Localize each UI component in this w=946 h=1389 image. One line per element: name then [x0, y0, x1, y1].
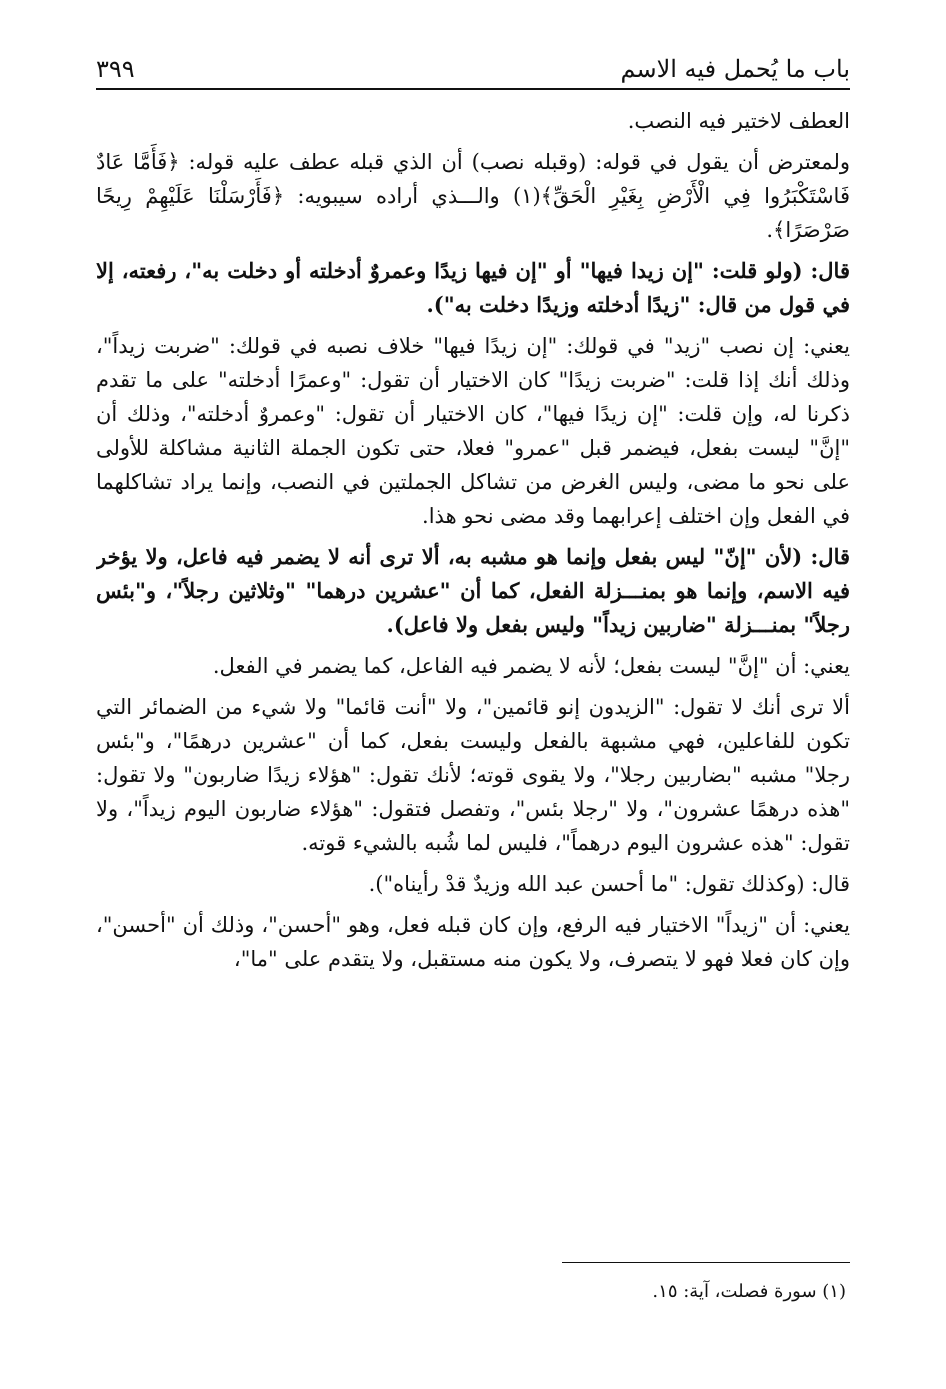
paragraph-1: العطف لاختير فيه النصب. [627, 109, 850, 133]
page-header [96, 40, 850, 84]
paragraph-8-quote: قال: (وكذلك تقول: "ما أحسن عبد الله وزيدٌ قدْ رأيناه"). [368, 872, 850, 896]
paragraph-3-quote: قال: (ولو قلت: "إن زيدا فيها" أو "إن فيها زيدًا وعمروٌ أدخلته أو دخلت به"، رفعته، إلا في قول من قال: "زيدًا أدخلته وزيدًا دخلت به"). [96, 258, 850, 317]
paragraph-5-quote: قال: (لأن "إنّ" ليس بفعل وإنما هو مشبه به، ألا ترى أنه لا يضمر فيه فاعل، ولا يؤخر فيه الاسم، وإنما هو بمنـــزلة الفعل، كما أن "عشرين درهما" "وثلاثين رجلاً"، و"بئس رجلاً" بمنـــزلة "ضاربين زيداً" وليس بفعل ولا فاعل). [96, 544, 850, 637]
body-text [96, 104, 850, 1224]
footnote-rule [562, 1262, 850, 1263]
header-rule [96, 88, 850, 90]
paragraph-6: يعني: أن "إنَّ" ليست بفعل؛ لأنه لا يضمر فيه الفاعل، كما يضمر في الفعل. [212, 654, 850, 678]
paragraph-2: ولمعترض أن يقول في قوله: (وقبله نصب) أن الذي قبله عطف عليه قوله: ﴿فَأَمَّا عَادٌ فَاسْتَكْبَرُوا فِي الْأَرْضِ بِغَيْرِ الْحَقِّ﴾(١) والـــذي أراده سيبويه: ﴿فَأَرْسَلْنَا عَلَيْهِمْ رِيحًا صَرْصَرًا﴾. [96, 150, 850, 242]
page-number: ٣٩٩ [96, 55, 135, 83]
running-head-title: باب ما يُحمل فيه الاسم [620, 55, 850, 83]
paragraph-4: يعني: إن نصب "زيد" في قولك: "إن زيدًا فيها" خلاف نصبه في قولك: "ضربت زيداً"، وذلك أنك إذا قلت: "ضربت زيدًا" كان الاختيار أن تقول: "وعمرًا أدخلته" على ما تقدم ذكرنا له، وإن قلت: "إن زيدًا فيها"، كان الاختيار أن تقول: "وعمروٌ أدخلته"، وذلك أن "إنَّ" ليست بفعل، فيضمر قبل "عمرو" فعلا، حتى تكون الجملة الثانية مشاكلة للأولى على نحو ما مضى، وليس الغرض من تشاكل الجملتين في النصب، وإنما يراد تشاكلهما في الفعل وإن اختلف إعرابهما وقد مضى نحو هذا. [96, 334, 850, 528]
footnote: (١) سورة فصلت، آية: ١٥. [652, 1281, 846, 1302]
paragraph-9: يعني: أن "زيداً" الاختيار فيه الرفع، وإن كان قبله فعل، وهو "أحسن"، وذلك أن "أحسن"، وإن كان فعلا فهو لا يتصرف، ولا يكون منه مستقبل، ولا يتقدم على "ما"، [96, 913, 850, 971]
paragraph-7: ألا ترى أنك لا تقول: "الزيدون إنو قائمين"، ولا "أنت قائما" ولا شيء من الضمائر التي تكون للفاعلين، فهي مشبهة بالفعل وليست بفعل، كما أن "عشرين درهمًا"، و"بئس رجلا" مشبه "بضاربين رجلا"، ولا يقوى قوته؛ لأنك تقول: "هؤلاء زيدًا ضاربون" ولا تقول: "هذه درهمًا عشرون"، ولا "رجلا بئس"، وتفصل فتقول: "هؤلاء ضاربون اليوم زيداً"، ولا تقول: "هذه عشرون اليوم درهماً"، فليس لما شُبه بالشيء قوته. [96, 695, 850, 855]
